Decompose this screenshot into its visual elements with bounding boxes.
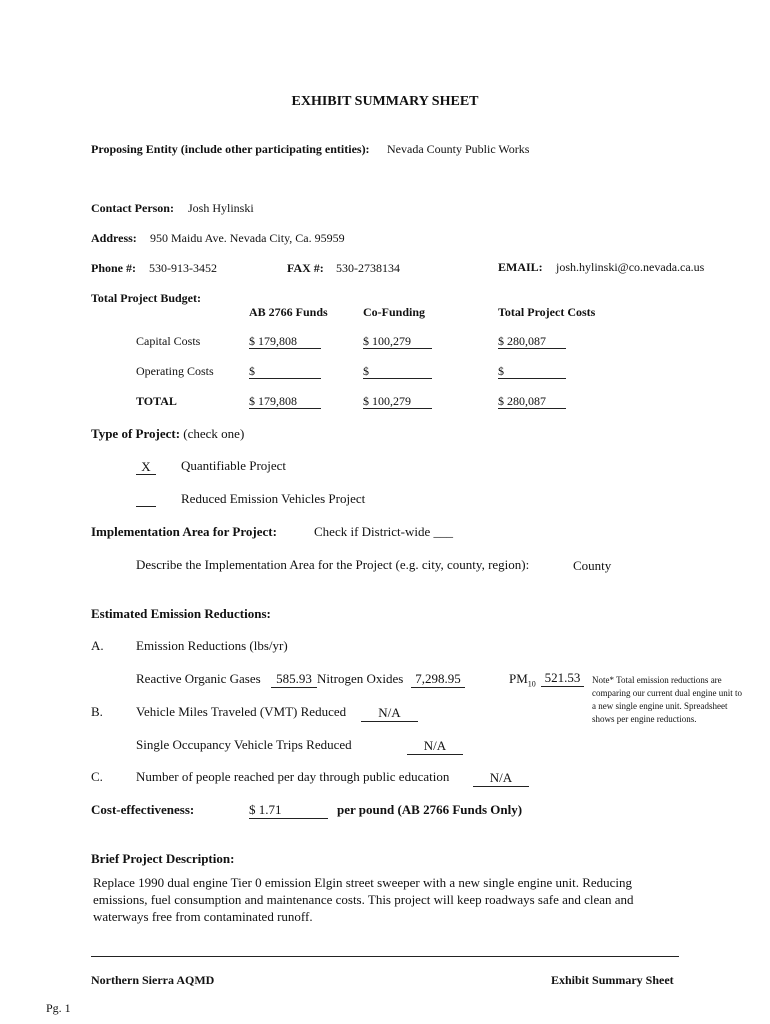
emission-reductions-label: Emission Reductions (lbs/yr) [136,638,288,653]
pm10-value: 521.53 [541,670,584,687]
quantifiable-checkbox[interactable]: X [136,459,156,475]
budget-cell: $ 179,808 [249,334,321,349]
budget-cell: $ 280,087 [498,394,566,409]
cost-effectiveness-label: Cost-effectiveness: [91,802,195,817]
budget-column-header: Co-Funding [363,305,426,319]
budget-cell: $ [249,364,321,379]
pm-text: PM [509,671,528,686]
budget-cell: $ [363,364,432,379]
budget-cell: $ 100,279 [363,394,432,409]
vmt-value: N/A [361,705,418,722]
quantifiable-label: Quantifiable Project [181,458,287,473]
district-wide-check[interactable]: Check if District-wide ___ [314,524,453,539]
budget-row-label: Operating Costs [136,364,214,378]
project-type-row [91,426,244,442]
budget-label: Total Project Budget: [91,291,201,305]
phone-label: Phone #: [91,261,136,275]
page-number: Pg. 1 [46,1001,71,1015]
budget-column-header: AB 2766 Funds [249,305,328,319]
cost-effectiveness-value: $ 1.71 [249,802,328,819]
page-title: EXHIBIT SUMMARY SHEET [291,94,479,109]
footer-left: Northern Sierra AQMD [91,973,215,987]
budget-row-label: Capital Costs [136,334,201,348]
item-letter: C. [91,769,103,784]
budget-row-label: TOTAL [136,394,177,408]
contact-person-value: Josh Hylinski [188,201,254,215]
budget-cell: $ 280,087 [498,334,566,349]
public-education-value: N/A [473,770,529,787]
brief-description-text: Replace 1990 dual engine Tier 0 emission Elgin street sweeper with a new single engine unit. Reducing emissions, fuel consumption and maintenance costs. This project will keep roadways safe and clean and waterways free from contaminated runoff. [93,875,634,924]
contact-person-label: Contact Person: [91,201,174,215]
item-letter: A. [91,638,104,653]
rog-value: 585.93 [271,671,317,688]
budget-column-header: Total Project Costs [498,305,596,319]
footer-divider [91,956,679,957]
proposing-entity-label: Proposing Entity (include other participating entities): [91,142,370,156]
nox-label: Nitrogen Oxides [317,671,404,686]
address-label: Address: [91,231,137,245]
budget-cell: $ 179,808 [249,394,321,409]
reduced-emission-label: Reduced Emission Vehicles Project [181,491,366,506]
public-education-label: Number of people reached per day through public education [136,769,450,784]
address-value: 950 Maidu Ave. Nevada City, Ca. 95959 [150,231,345,245]
rog-label: Reactive Organic Gases [136,671,261,686]
vmt-label: Vehicle Miles Traveled (VMT) Reduced [136,704,347,719]
email-label: EMAIL: [498,260,543,274]
implementation-value: County [573,558,612,573]
email-value: josh.hylinski@co.nevada.ca.us [556,260,705,274]
footer-right: Exhibit Summary Sheet [551,973,674,987]
pm10-label [509,671,536,689]
reduced-emission-checkbox[interactable] [136,491,156,507]
implementation-label: Implementation Area for Project: [91,524,277,539]
sov-value: N/A [407,738,463,755]
sov-label: Single Occupancy Vehicle Trips Reduced [136,737,352,752]
implementation-describe: Describe the Implementation Area for the Project (e.g. city, county, region): [136,557,530,572]
cost-effectiveness-suffix: per pound (AB 2766 Funds Only) [337,802,523,817]
item-letter: B. [91,704,103,719]
emission-note: Note* Total emission reductions are comparing our current dual engine unit to a new single engine unit. Spreadsheet shows per engine reductions. [592,675,742,724]
fax-value: 530-2738134 [336,261,400,275]
emissions-heading: Estimated Emission Reductions: [91,606,271,621]
fax-label: FAX #: [287,261,324,275]
brief-description-heading: Brief Project Description: [91,851,235,866]
phone-value: 530-913-3452 [149,261,217,275]
proposing-entity-value: Nevada County Public Works [387,142,530,156]
project-type-label: Type of Project: [91,426,181,441]
project-type-hint: (check one) [183,426,245,441]
nox-value: 7,298.95 [411,671,465,688]
budget-cell: $ [498,364,566,379]
pm-subscript: 10 [527,679,536,689]
budget-cell: $ 100,279 [363,334,432,349]
